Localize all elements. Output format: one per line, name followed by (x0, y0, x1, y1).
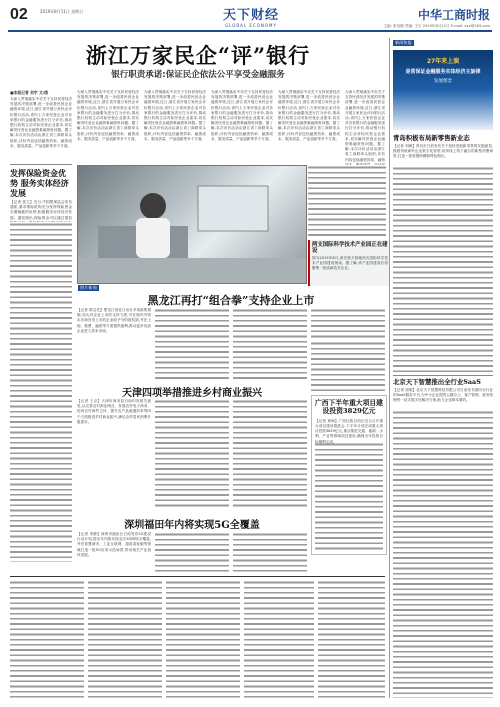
bottom-text-lines (10, 580, 84, 698)
banner-ad (393, 50, 493, 130)
photo-side-text-lines (308, 165, 386, 237)
shenzhen-text-lines (155, 532, 229, 572)
bottom-text-lines (88, 580, 162, 698)
banner-line3: 发展理念 (434, 79, 452, 84)
lead-headline: 浙江万家民企“评”银行 (85, 43, 311, 68)
contact-line: 主编: 张培刚 责编: 王宇 2019年8月11日 E-mail: xxx@163.com (383, 24, 490, 28)
news-flash-tag: 新闻快报 (395, 40, 412, 45)
guangxi-headline: 广西下半年重大项目建设投资3829亿元 (315, 399, 383, 416)
photo-news-tag: 图片新闻 (80, 285, 97, 290)
saas-text-lines (393, 410, 493, 698)
lead-byline: ■本报记者 刘宇 文/图 (10, 90, 48, 95)
section-logo (205, 4, 297, 28)
divider (10, 164, 72, 165)
bottom-divider (10, 576, 385, 577)
section-name-en: GLOBAL ECONOMY (225, 23, 277, 28)
qingdao-headline: 青岛积极布局新零售新业态 (393, 134, 470, 142)
shenzhen-body: 【记者 李静】深圳市福田区日前发布5G建设行动计划,提出年内将实现全区5G网络全覆盖,并在智慧城市、工业互联网、超高清视频等领域打造一批5G应用示范场景,带动相关产业加快发展。 (77, 532, 151, 557)
left-article-headline: 发挥保险资金优势 服务实体经济发展 (10, 168, 69, 198)
shenzhen-headline: 深圳福田年内将实现5G全覆盖 (124, 520, 260, 531)
photo-caption (308, 240, 390, 286)
heilongjiang-headline: 黑龙江再打“组合拳”支持企业上市 (147, 294, 315, 307)
qingdao-text-lines (393, 166, 493, 372)
guangxi-box (311, 395, 387, 555)
heilongjiang-text-lines (233, 308, 307, 380)
right-col-text-lines (311, 341, 385, 391)
page-header (0, 0, 500, 32)
heilongjiang-body: 【记者 陈宝亮】黑龙江省近日出台多项政策措施,加大对企业上市的支持力度,对在境内外资本市场首发上市的企业给予分阶段奖励,并在土地、税费、融资等方面提供便利,推动更多优质企业进入资本市场。 (77, 308, 151, 333)
page-number: 02 (10, 6, 28, 23)
saas-headline: 北京天下智慧推出全行业SaaS (393, 378, 481, 386)
lead-body-col1: 为深入贯彻落实中央关于支持民营经济发展的决策部署,进一步改善民营企业融资环境,近日,浙江省开展万家民企评价银行活动,省内上万家民营企业对各家银行的金融服务进行打分评价,推动银行机构主动对标民营企业需求,切实解决民营企业融资难融资贵问题。据了解,本次评价活动由浙江省工商联牵头组织,评价内容包括融资效率、融资成本、服务质量、产品创新等多个方面。 (10, 97, 72, 148)
banner-line1: 27年来上演 (426, 58, 460, 65)
left-article-body: 【记者 张立】近日,中国银保监会发布通知,要求保险机构充分发挥保险资金长期稳健的优势,积极服务实体经济发展。通知指出,保险资金可以通过债权 (10, 200, 72, 220)
divider (393, 375, 493, 376)
heilongjiang-text-lines (155, 308, 229, 380)
banner-line2: 是常保证金融服务实体经济主旋律 (405, 69, 481, 75)
news-photo (77, 165, 307, 284)
right-column-divider (389, 38, 390, 698)
caption-title: 两支国际科学技术产业园正在建设 (312, 242, 388, 255)
lead-body-col4: 为深入贯彻落实中央关于支持民营经济发展的决策部署,进一步改善民营企业融资环境,近日,浙江省开展万家民企评价银行活动,省内上万家民营企业对各家银行的金融服务进行打分评价,推动银行机构主动对标民营企业需求,切实解决民营企业融资难融资贵问题。据了解,本次评价活动由浙江省工商联牵头组织,评价内容包括融资效率、融资成本、服务质量、产品创新等多个方面。 (211, 90, 273, 141)
guangxi-body: 【记者 黄海】广西壮族自治区近日召开重大项目建设推进会,下半年计划完成重大项目投资3829亿元,重点推进交通、能源、水利、产业等领域项目建设,确保全年投资目标顺利完成。 (315, 418, 383, 444)
lead-body-col3: 为深入贯彻落实中央关于支持民营经济发展的决策部署,进一步改善民营企业融资环境,近日,浙江省开展万家民企评价银行活动,省内上万家民营企业对各家银行的金融服务进行打分评价,推动银行机构主动对标民营企业需求,切实解决民营企业融资难融资贵问题。据了解,本次评价活动由浙江省工商联牵头组织,评价内容包括融资效率、融资成本、服务质量、产品创新等多个方面。 (144, 90, 206, 141)
bottom-text-lines (244, 580, 314, 698)
tianjin-text-lines (233, 399, 307, 509)
left-article-text-lines (10, 222, 72, 562)
lead-body-col6: 为深入贯彻落实中央关于支持民营经济发展的决策部署,进一步改善民营企业融资环境,近日,浙江省开展万家民企评价银行活动,省内上万家民营企业对各家银行的金融服务进行打分评价,推动银行机构主动对标民营企业需求,切实解决民营企业融资难融资贵问题。据了解,本次评价活动由浙江省工商联牵头组织,评价内容包括融资效率、融资 (345, 90, 385, 162)
heilongjiang-text-lines (311, 308, 385, 338)
tianjin-headline: 天津四项举措推进乡村商业振兴 (122, 388, 262, 399)
section-name: 天下财经 (222, 8, 279, 23)
lead-body-col5: 为深入贯彻落实中央关于支持民营经济发展的决策部署,进一步改善民营企业融资环境,近日,浙江省开展万家民企评价银行活动,省内上万家民营企业对各家银行的金融服务进行打分评价,推动银行机构主动对标民营企业需求,切实解决民营企业融资难融资贵问题。据了解,本次评价活动由浙江省工商联牵头组织,评价内容包括融资效率、融资成本、服务质量、产品创新等多个方面。 (278, 90, 340, 141)
shenzhen-text-lines (233, 532, 307, 572)
tianjin-body: 【记者 王京】天津市商务局日前印发相关意见,从完善农村商业网点、发展农村电子商务、培育农村商贸主体、提升农产品流通效率等四个方面推进乡村商业振兴,满足农村居民消费升级需求。 (77, 399, 151, 424)
lead-body-col2: 为深入贯彻落实中央关于支持民营经济发展的决策部署,进一步改善民营企业融资环境,近日,浙江省开展万家民企评价银行活动,省内上万家民营企业对各家银行的金融服务进行打分评价,推动银行机构主动对标民营企业需求,切实解决民营企业融资难融资贵问题。据了解,本次评价活动由浙江省工商联牵头组织,评价内容包括融资效率、融资成本、服务质量、产品创新等多个方面。 (77, 90, 139, 141)
qingdao-body: 【记者 刘海】青岛市日前发布关于加快发展新零售的实施意见,鼓励传统商贸企业数字化转型,培育线上线下融合的新型消费场景,打造一批智慧商圈和特色街区。 (393, 144, 493, 159)
header-rule (8, 30, 492, 32)
bottom-text-lines (166, 580, 240, 698)
date-line: 2019年8月11日 星期日 (40, 9, 84, 14)
photo-scene (78, 166, 306, 283)
bottom-text-lines (318, 580, 385, 698)
guangxi-text-lines (315, 442, 383, 552)
paper-logo: 中华工商时报 (417, 8, 490, 22)
saas-body: 【记者 周明】北京天下智慧科技有限公司日前发布面向全行业的SaaS服务平台,为中小企业提供云端办公、客户管理、财务管理等一站式数字化解决方案,助力企业降本增效。 (393, 388, 493, 403)
lead-subheadline: 银行职责承诺:保证民企依法公平享受金融服务 (111, 70, 285, 80)
caption-body: 图为2019年8月,西安航天基地两支国际科学技术产业园建设现场。据了解,该产业园建成后将聚集一批高新技术企业。 (312, 255, 388, 271)
tianjin-text-lines (155, 399, 229, 509)
